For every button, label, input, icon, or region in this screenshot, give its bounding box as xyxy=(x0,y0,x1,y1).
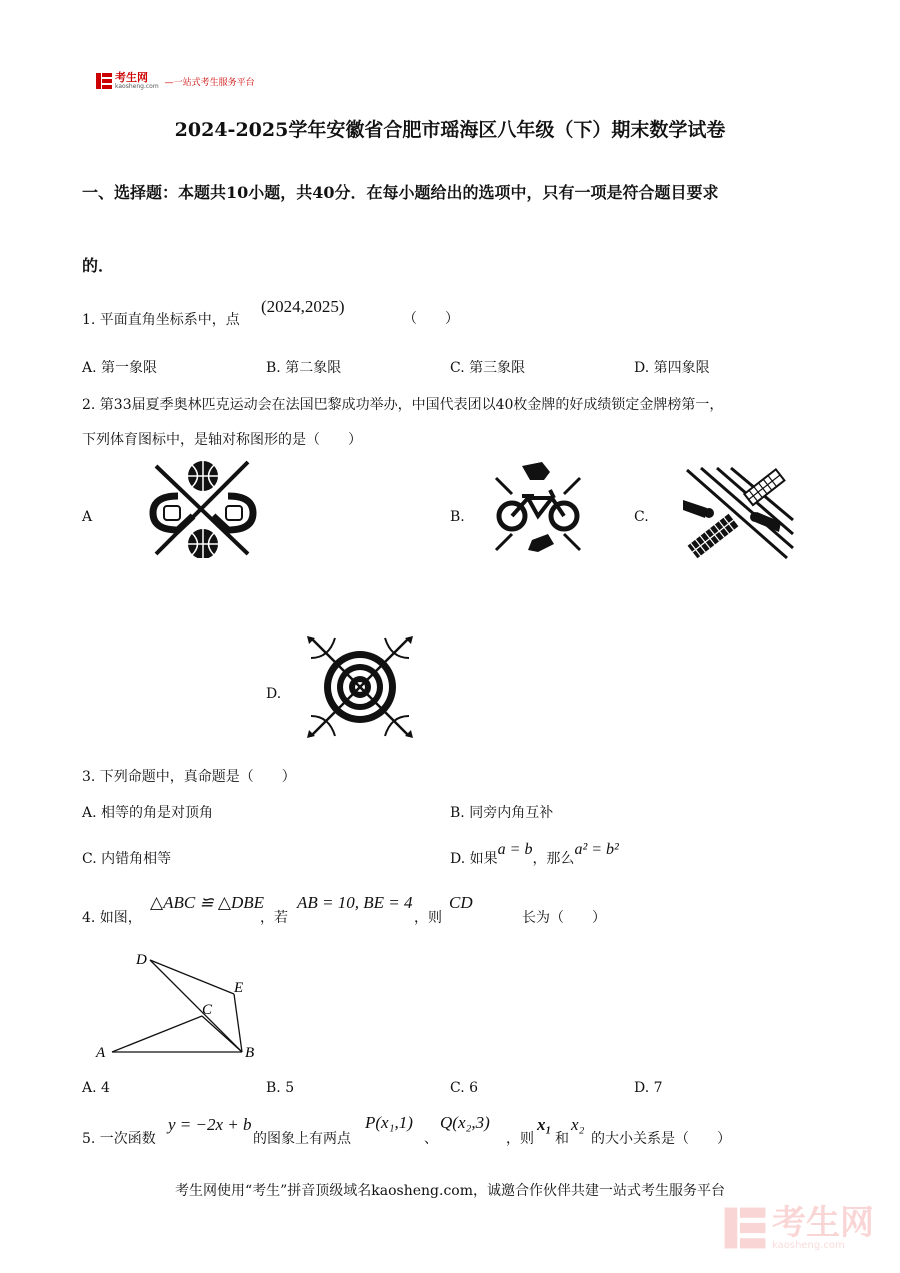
section-heading-line1: 一、选择题：本题共10小题，共40分．在每小题给出的选项中，只有一项是符合题目要求 xyxy=(82,183,719,202)
q1-option-d: D. 第四象限 xyxy=(634,360,710,376)
q4-given: AB = 10, BE = 4 xyxy=(297,893,413,912)
section-heading-line2: 的． xyxy=(82,256,115,275)
q5-separator: 、 xyxy=(424,1131,438,1147)
q3-option-a: A. 相等的角是对顶角 xyxy=(82,805,214,821)
logo-slogan: —一站式考生服务平台 xyxy=(164,77,255,88)
header-logo xyxy=(95,72,255,90)
q4-target: CD xyxy=(449,893,473,912)
q4-option-d: D. 7 xyxy=(634,1080,663,1096)
q1-option-c: C. 第三象限 xyxy=(450,360,526,376)
q3-option-b: B. 同旁内角互补 xyxy=(450,805,554,821)
q1-stem: 1. 平面直角坐标系中，点 xyxy=(82,312,240,328)
figure-label-d: D xyxy=(136,952,147,968)
q4-geometry-figure xyxy=(92,944,267,1064)
q1-paren: （ ） xyxy=(403,311,459,327)
q3-option-d: D. 如果a = b，那么a² = b² xyxy=(450,841,619,867)
q3-option-c: C. 内错角相等 xyxy=(82,851,172,867)
q1-option-b: B. 第二象限 xyxy=(266,360,342,376)
basketball-icon xyxy=(148,458,258,558)
q4-option-c: C. 6 xyxy=(450,1080,479,1096)
watermark-logo xyxy=(722,1202,874,1251)
q2-label-a: A xyxy=(82,509,93,525)
q5-and: 和 xyxy=(555,1131,569,1147)
q5-x1: x₁ xyxy=(537,1115,552,1134)
q2-stem-line1: 2. 第33届夏季奥林匹克运动会在法国巴黎成功举办，中国代表团以40枚金牌的好成绩锁定金牌榜第一， xyxy=(82,397,724,413)
figure-label-e: E xyxy=(234,980,244,996)
q3-optd-conclusion: a² = b² xyxy=(574,841,619,858)
q5-mid: 的图象上有两点 xyxy=(253,1131,351,1147)
q5-point-q: Q(x₂,3) xyxy=(440,1113,490,1132)
figure-label-a: A xyxy=(96,1045,106,1061)
badminton-icon xyxy=(683,466,795,562)
q5-function: y = −2x + b xyxy=(168,1115,252,1134)
cycling-icon xyxy=(492,458,584,558)
q3-optd-condition: a = b xyxy=(497,841,533,858)
figure-label-c: C xyxy=(202,1002,213,1018)
q4-stem-prefix: 4. 如图， xyxy=(82,910,142,926)
q3-stem: 3. 下列命题中，真命题是（ ） xyxy=(82,769,296,785)
q4-congruence: △ABC ≌ △DBE xyxy=(150,893,265,912)
q5-stem-prefix: 5. 一次函数 xyxy=(82,1131,156,1147)
q4-suffix: 长为（ ） xyxy=(522,910,606,926)
q2-label-b: B. xyxy=(450,509,465,525)
q5-x2: x₂ xyxy=(571,1115,585,1134)
q4-then-word: ，则 xyxy=(414,910,442,926)
archery-target-icon xyxy=(305,632,415,742)
q5-then: ，则 xyxy=(506,1131,534,1147)
q2-label-d: D. xyxy=(266,686,282,702)
logo-icon xyxy=(95,72,113,90)
watermark-icon xyxy=(722,1205,768,1251)
watermark-domain: kaosheng.com xyxy=(772,1239,845,1251)
q5-suffix: 的大小关系是（ ） xyxy=(591,1131,731,1147)
logo-text: 考生网 xyxy=(115,71,148,84)
q4-option-a: A. 4 xyxy=(82,1080,110,1096)
q5-point-p: P(x₁,1) xyxy=(365,1113,413,1132)
q4-option-b: B. 5 xyxy=(266,1080,295,1096)
q1-point: (2024,2025) xyxy=(261,297,345,316)
exam-title: 2024-2025学年安徽省合肥市瑶海区八年级（下）期末数学试卷 xyxy=(174,119,726,141)
logo-domain: kaosheng.com xyxy=(115,83,159,90)
footer-text: 考生网使用“考生”拼音顶级域名kaosheng.com，诚邀合作伙伴共建一站式考生服务平台 xyxy=(174,1183,726,1199)
q4-if-word: ，若 xyxy=(260,910,288,926)
q2-stem-line2: 下列体育图标中，是轴对称图形的是（ ） xyxy=(82,432,362,448)
watermark-text: 考生网 xyxy=(772,1202,874,1243)
q1-option-a: A. 第一象限 xyxy=(82,360,158,376)
figure-label-b: B xyxy=(245,1045,255,1061)
q2-label-c: C. xyxy=(634,509,649,525)
